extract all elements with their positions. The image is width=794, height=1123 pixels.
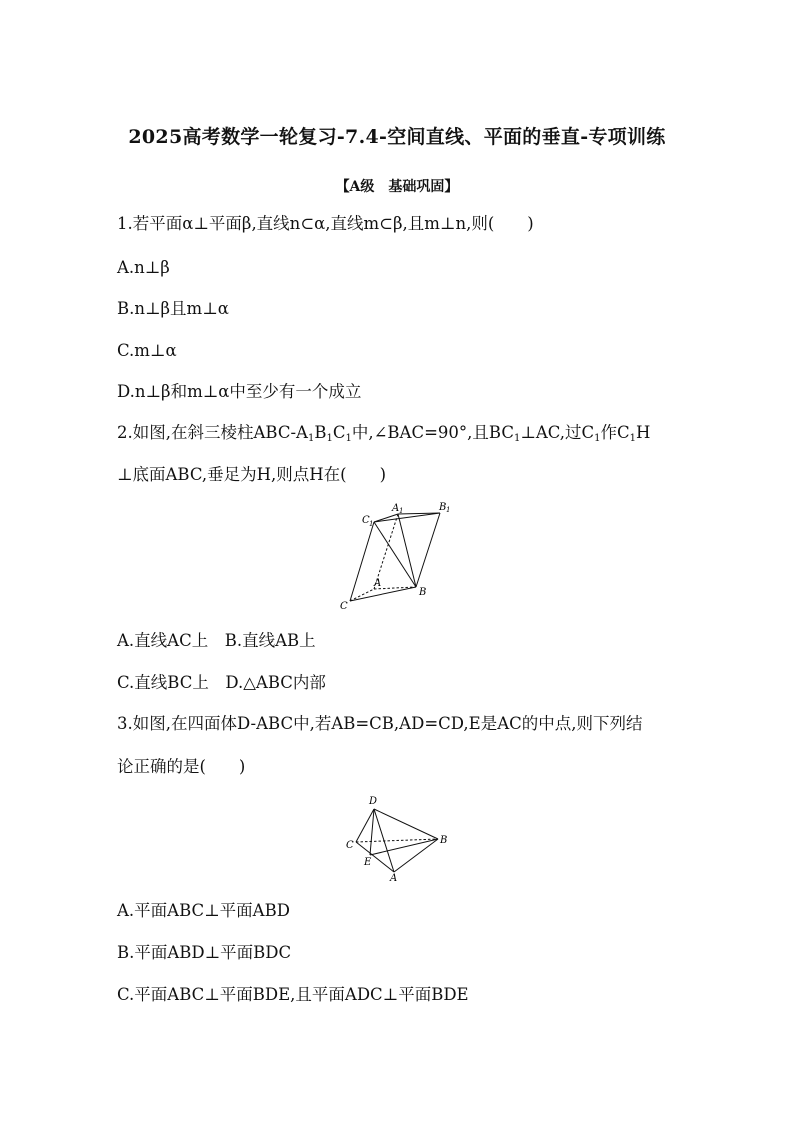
label-a1-sub: 1 (399, 507, 404, 515)
q2-stem-part: ⊥AC,过C (520, 423, 595, 442)
label-c: C (340, 601, 348, 612)
edge-c1-b1 (374, 513, 440, 522)
q2-subscript: 1 (513, 433, 521, 444)
q3-stem-line1: 3.如图,在四面体D-ABC中,若AB=CB,AD=CD,E是AC的中点,则下列结 (117, 714, 643, 733)
label-c1: C (362, 515, 370, 526)
q1-option-a: A.n⊥β (117, 258, 170, 277)
q2-stem-line2: ⊥底面ABC,垂足为H,则点H在( ) (117, 465, 387, 484)
q1-stem: 1.若平面α⊥平面β,直线n⊂α,直线m⊂β,且m⊥n,则( ) (117, 214, 534, 233)
section-heading: 【A级 基础巩固】 (335, 179, 459, 195)
label-a1: A (392, 503, 400, 514)
document-title: 2025高考数学一轮复习-7.4-空间直线、平面的垂直-专项训练 (128, 126, 666, 148)
label-b: B (419, 587, 427, 598)
label-b: B (440, 835, 448, 846)
q2-subscript: 1 (594, 433, 601, 444)
q3-stem-line2: 论正确的是( ) (117, 757, 246, 776)
tetrahedron-figure (342, 792, 454, 884)
q1-option-c: C.m⊥α (117, 341, 177, 360)
q2-subscript: 1 (345, 433, 352, 444)
q2-subscript: 1 (326, 433, 333, 444)
q2-stem-part: H (636, 423, 651, 442)
label-c1-sub: 1 (369, 520, 374, 528)
edge-c-a (356, 842, 394, 872)
q2-options-ab: A.直线AC上 B.直线AB上 (117, 631, 316, 650)
q2-stem-part: 2.如图,在斜三棱柱ABC-A (117, 423, 308, 442)
q2-stem-part: 中,∠BAC=90°,且BC (351, 423, 514, 442)
q2-stem-part: B (314, 423, 327, 442)
q3-option-c: C.平面ABC⊥平面BDE,且平面ADC⊥平面BDE (117, 985, 469, 1004)
q2-subscript: 1 (307, 433, 315, 444)
label-d: D (369, 796, 378, 807)
q2-stem-part: C (332, 423, 346, 442)
q3-option-a: A.平面ABC⊥平面ABD (117, 901, 290, 920)
label-b1: B (439, 502, 447, 513)
edge-c1-c (350, 522, 374, 601)
q3-option-b: B.平面ABD⊥平面BDC (117, 943, 292, 962)
q2-subscript: 1 (629, 433, 637, 444)
label-e: E (364, 857, 372, 868)
q1-option-d: D.n⊥β和m⊥α中至少有一个成立 (117, 382, 362, 401)
prism-figure (336, 497, 460, 613)
label-a: A (390, 873, 398, 884)
label-b1-sub: 1 (446, 506, 451, 514)
q2-stem-part: 作C (600, 423, 630, 442)
edge-c-b (350, 587, 416, 601)
label-a: A (374, 578, 382, 589)
label-c: C (346, 840, 354, 851)
edge-b1-b (416, 513, 440, 587)
q2-options-cd: C.直线BC上 D.△ABC内部 (117, 673, 326, 692)
q1-option-b: B.n⊥β且m⊥α (117, 299, 229, 318)
edge-a1-b (398, 514, 416, 587)
q2-stem-line1 (117, 421, 697, 451)
edge-d-b (374, 809, 438, 839)
